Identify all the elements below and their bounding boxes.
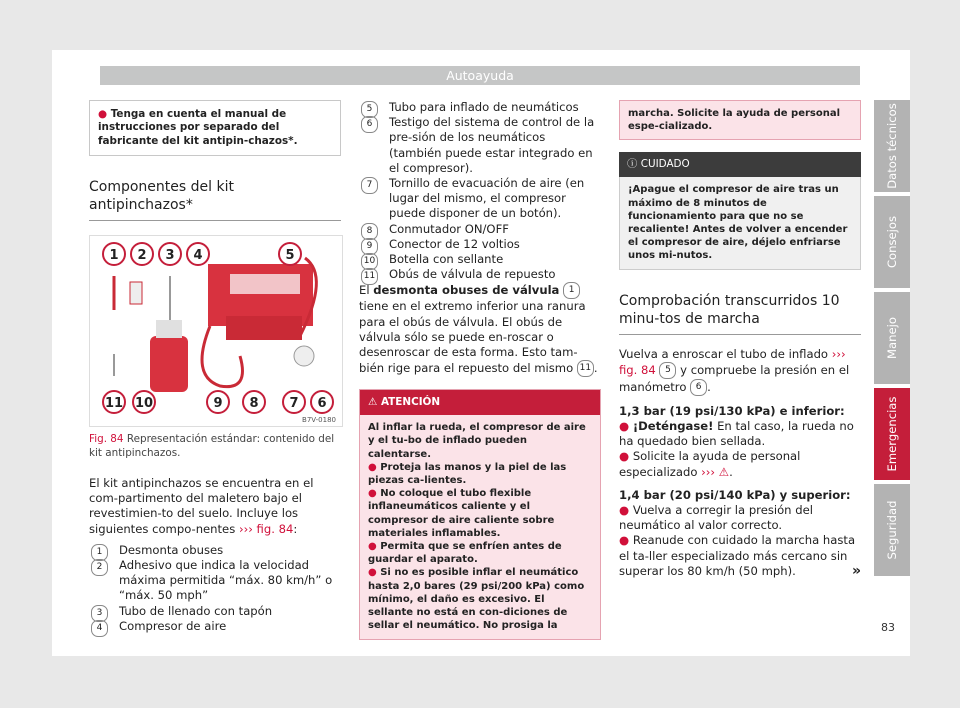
bullet-text: Reanude con cuidado la marcha hasta el ta-ller especializado más cercano sin superar los 80 km/h (50 mph).	[619, 533, 856, 578]
item-text: Tubo de llenado con tapón	[119, 603, 273, 618]
warning-bullet: ● No coloque el tubo flexible inflaneumáticos caliente y el compresor de aire caliente sobre materiales inflamables.	[368, 488, 555, 539]
item-number: 1	[91, 544, 108, 561]
ref-number: 5	[659, 362, 676, 379]
item-text: Testigo del sistema de control de la pre-sión de los neumáticos (también puede estar integrado en el compresor).	[389, 115, 595, 175]
fig-link[interactable]: ››› fig. 84	[238, 521, 294, 536]
item-number: 6	[361, 116, 378, 133]
tab-label: Emergencias	[885, 396, 899, 472]
list-item	[89, 604, 341, 619]
item-number: 10	[361, 253, 378, 270]
item-number: 2	[91, 559, 108, 576]
para-text: .	[707, 379, 711, 394]
check-bullet: ● Vuelva a corregir la presión del neumático al valor correcto.	[619, 503, 813, 533]
column-left	[89, 100, 341, 634]
callout-7: 7	[289, 396, 299, 412]
item-text: Obús de válvula de repuesto	[389, 267, 556, 282]
tab-datos-tecnicos[interactable]	[874, 100, 910, 192]
para-text: tiene en el extremo inferior una ranura para el obús de válvula. El obús de válvula sólo se puede en-roscar o desenroscar de esta forma. Esto tam-bién rige para el repuesto del mismo	[359, 299, 586, 376]
figure-caption	[89, 433, 341, 460]
list-item	[359, 100, 601, 115]
warning-bullet: ● Proteja las manos y la piel de las piezas ca-lientes.	[368, 461, 567, 487]
tab-seguridad[interactable]	[874, 484, 910, 576]
check-bullet: ● Reanude con cuidado la marcha hasta el ta-ller especializado más cercano sin superar los 80 km/h (50 mph). »	[619, 533, 861, 579]
warning-icon: ⚠	[368, 396, 378, 409]
list-item	[359, 222, 601, 237]
callout-10: 10	[134, 396, 154, 412]
item-text: Conector de 12 voltios	[389, 236, 520, 251]
check-bullet: ● Solicite la ayuda de personal especializado ››› ⚠.	[619, 449, 801, 479]
bullet-text: No coloque el tubo flexible inflaneumáticos caliente y el compresor de aire caliente sobre materiales inflamables.	[368, 488, 555, 539]
item-number: 4	[91, 620, 108, 637]
para-text: El	[359, 283, 374, 298]
intro-end: :	[293, 521, 298, 536]
list-item	[359, 176, 601, 222]
tab-emergencias[interactable]	[874, 388, 910, 480]
valve-paragraph	[359, 282, 601, 377]
para-bold: desmonta obuses de válvula	[373, 283, 560, 298]
intro-paragraph	[89, 476, 341, 537]
warning-header	[360, 390, 600, 415]
section-title: Comprobación transcurridos 10 minu-tos de marcha	[619, 292, 861, 335]
warning-continued	[619, 100, 861, 140]
note-box: ● Tenga en cuenta el manual de instrucciones por separado del fabricante del kit antipin-chazos*.	[89, 100, 341, 156]
item-text: Compresor de aire	[119, 618, 227, 633]
kit-illustration	[90, 236, 342, 426]
tab-manejo[interactable]	[874, 292, 910, 384]
item-number: 7	[361, 177, 378, 194]
list-item	[359, 267, 601, 282]
bullet-text: Permita que se enfríen antes de guardar el aparato.	[368, 541, 562, 566]
callout-1: 1	[109, 248, 119, 264]
tab-label: Manejo	[885, 317, 899, 359]
warning-cont-text: marcha. Solicite la ayuda de personal espe-cializado.	[628, 108, 841, 133]
fig-link[interactable]: ››› fig. 84	[619, 346, 846, 377]
info-icon: ⓘ	[627, 158, 638, 171]
item-text: Adhesivo que indica la velocidad máxima permitida “máx. 80 km/h” o “máx. 50 mph”	[119, 558, 333, 603]
column-middle	[359, 100, 601, 640]
figure-caption-text: Representación estándar: contenido del kit antipinchazos.	[89, 433, 335, 459]
list-item	[89, 558, 341, 604]
list-item	[89, 543, 341, 558]
bullet-text: Proteja las manos y la piel de las piezas ca-lientes.	[368, 461, 567, 487]
warning-body	[360, 415, 600, 638]
warning-triangle-icon: ⚠	[718, 464, 730, 479]
caution-body: ¡Apague el compresor de aire tras un máximo de 8 minutos de funcionamiento para que no se recaliente! Antes de volver a encender el compresor de aire, déjelo enfriarse unos mi-nutos.	[619, 177, 861, 269]
section-title: Componentes del kit antipinchazos*	[89, 178, 341, 221]
callout-8: 8	[249, 396, 259, 412]
bullet-text: En tal caso, la rueda no ha quedado bien sellada.	[619, 419, 854, 449]
para-text: .	[593, 361, 598, 376]
item-text: Botella con sellante	[389, 252, 504, 267]
continue-arrow-icon: »	[851, 562, 861, 579]
figure-kit	[89, 235, 343, 427]
para-text: Vuelva a enroscar el tubo de inflado	[619, 346, 829, 361]
page-number: 83	[881, 621, 895, 634]
caution-title: CUIDADO	[640, 158, 690, 171]
intro-text: El kit antipinchazos se encuentra en el com-partimento del maletero bajo el revestimien-to del suelo. Incluye los siguientes compo-nentes	[89, 476, 314, 536]
callout-6: 6	[317, 396, 327, 412]
item-text: Tornillo de evacuación de aire (en lugar del mismo, el compresor puede disponer de un botón).	[389, 176, 585, 221]
pressure-heading-low: 1,3 bar (19 psi/130 kPa) e inferior:	[619, 403, 845, 418]
check-bullet: ● ¡Deténgase! En tal caso, la rueda no ha quedado bien sellada.	[619, 419, 854, 449]
warning-bullet: ● Si no es posible inflar el neumático hasta 2,0 bares (29 psi/200 kPa) como mínimo, el daño es excesivo. El sellante no está en con-diciones de sellar el neumático. No prosiga la	[368, 567, 585, 632]
warning-bullet: ● Permita que se enfríen antes de guardar el aparato.	[368, 541, 562, 566]
bullet-text: Si no es posible inflar el neumático hasta 2,0 bares (29 psi/200 kPa) como mínimo, el daño es excesivo. El sellante no está en con-diciones de sellar el neumático. No prosiga la	[368, 567, 585, 632]
item-number: 8	[361, 223, 378, 240]
list-item	[359, 252, 601, 267]
list-item	[89, 619, 341, 634]
warning-title: ATENCIÓN	[380, 396, 441, 409]
item-number: 11	[361, 268, 378, 285]
callout-5: 5	[285, 248, 295, 264]
tab-label: Datos técnicos	[885, 103, 899, 189]
callout-9: 9	[213, 396, 223, 412]
tab-label: Consejos	[885, 215, 899, 269]
check-paragraph	[619, 347, 861, 396]
list-item	[359, 237, 601, 252]
item-number: 5	[361, 101, 378, 118]
ref-number: 11	[577, 360, 594, 377]
figure-code: B7V-0180	[302, 416, 336, 425]
warning-box	[359, 389, 601, 639]
callout-3: 3	[165, 248, 175, 264]
item-number: 9	[361, 238, 378, 255]
warning-link[interactable]: ›››	[701, 464, 716, 479]
item-number: 3	[91, 605, 108, 622]
ref-number: 1	[563, 282, 580, 299]
ref-number: 6	[690, 379, 707, 396]
bullet-text: Solicite la ayuda de personal especializado	[619, 449, 801, 479]
list-item	[359, 115, 601, 176]
item-text: Desmonta obuses	[119, 542, 224, 557]
tab-consejos[interactable]	[874, 196, 910, 288]
callout-4: 4	[193, 248, 203, 264]
pressure-heading-high: 1,4 bar (20 psi/140 kPa) y superior:	[619, 487, 851, 502]
page-header: Autoayuda	[100, 66, 860, 85]
warning-intro: Al inflar la rueda, el compresor de aire y el tu-bo de inflado pueden calentarse.	[368, 422, 586, 460]
side-tabs	[874, 100, 910, 580]
callout-11: 11	[104, 396, 124, 412]
callout-2: 2	[137, 248, 147, 264]
item-text: Conmutador ON/OFF	[389, 221, 509, 236]
note-text: Tenga en cuenta el manual de instrucciones por separado del fabricante del kit antipin-chazos*.	[98, 108, 298, 147]
bullet-bold: ¡Deténgase!	[632, 419, 714, 434]
caution-header	[619, 152, 861, 177]
tab-label: Seguridad	[885, 500, 899, 560]
item-text: Tubo para inflado de neumáticos	[389, 100, 579, 114]
column-right	[619, 100, 861, 579]
caution-box	[619, 152, 861, 269]
bullet-text: Vuelva a corregir la presión del neumático al valor correcto.	[619, 503, 813, 533]
figure-label: Fig. 84	[89, 433, 124, 446]
para-text: y compruebe la presión en el manómetro	[619, 362, 850, 394]
